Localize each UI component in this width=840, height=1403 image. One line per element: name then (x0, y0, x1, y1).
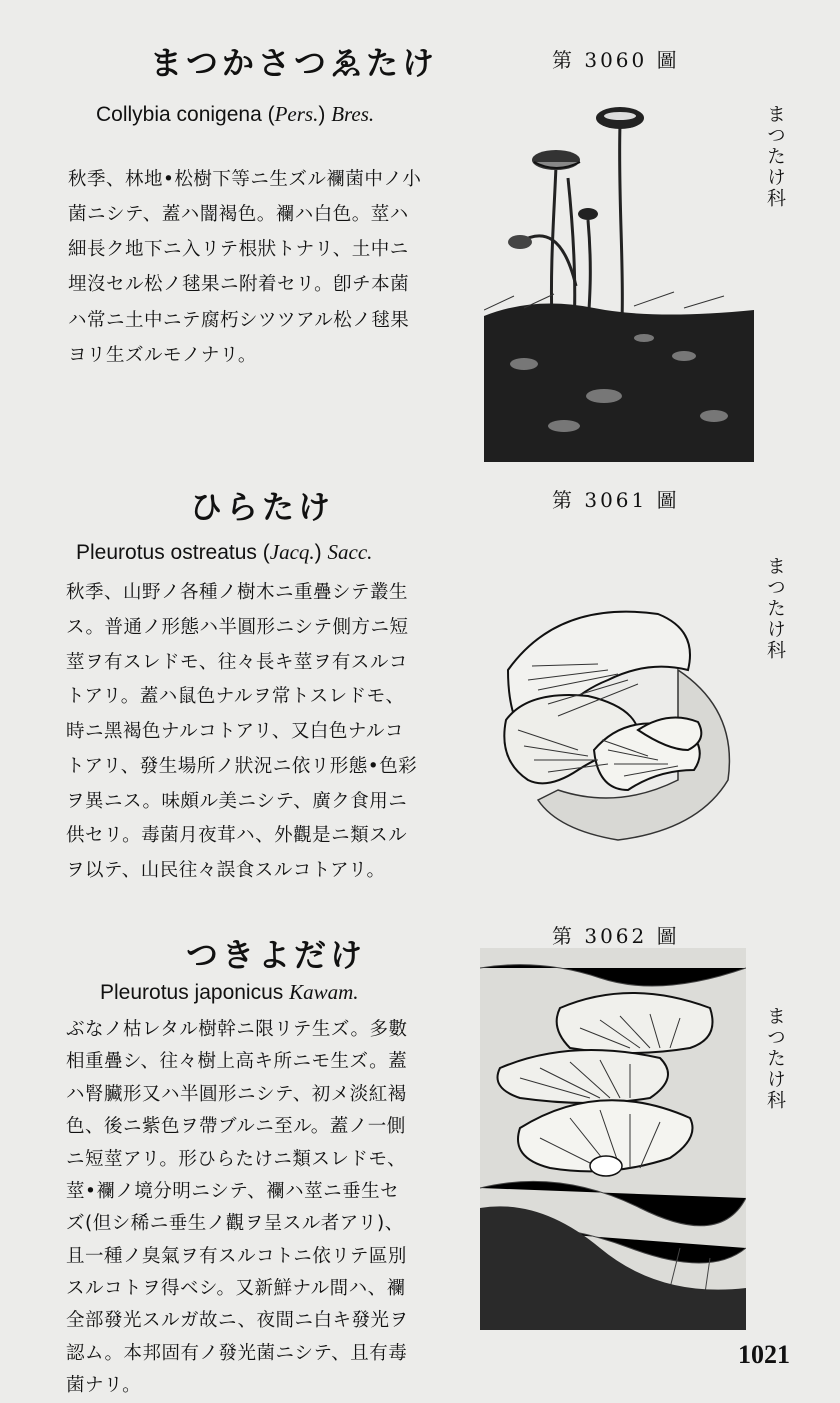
author: Kawam. (289, 980, 359, 1004)
mushroom-illustration-pleurotus-ostreatus (498, 600, 748, 850)
scientific-name: Pleurotus ostreatus (Jacq.) Sacc. (76, 540, 373, 564)
mushroom-illustration-collybia (484, 96, 754, 462)
figure-number: 第 3060 圖 (552, 48, 680, 72)
entry-title: つきよだけ (186, 936, 367, 974)
scientific-name: Collybia conigena (Pers.) Bres. (96, 102, 375, 126)
entry-description: 秋季、山野ノ各種ノ樹木ニ重疊シテ叢生 ス。普通ノ形態ハ半圓形ニシテ側方ニ短 莖ヲ有スレドモ、往々長キ莖ヲ有スルコ トアリ。蓋ハ鼠色ナルヲ常トスレドモ、 時ニ黑褐色ナルコトアリ、又白色ナルコ トアリ、發生場所ノ狀況ニ依リ形態•色彩 ヲ異ニス。味頗ル美ニシテ、廣ク食用ニ 供セリ。毒菌月夜茸ハ、外觀是ニ類スル ヲ以テ、山民往々誤食スルコトアリ。 (66, 582, 418, 882)
author: Bres. (331, 102, 375, 126)
entry-title: ひらたけ (190, 488, 335, 526)
author-parenthetical: Jacq. (269, 540, 315, 564)
figure-number: 第 3061 圖 (552, 488, 680, 512)
genus-species: Pleurotus japonicus (100, 981, 284, 1004)
family-label: まつたけ科 (764, 556, 786, 661)
figure-number: 第 3062 圖 (552, 924, 680, 948)
page-number: 1021 (738, 1340, 790, 1369)
family-label: まつたけ科 (764, 104, 786, 209)
scientific-name (100, 980, 359, 1005)
family-label: まつたけ科 (764, 1006, 786, 1111)
author: Sacc. (327, 540, 373, 564)
mushroom-illustration-pleurotus-japonicus (480, 948, 746, 1330)
entry-description: 秋季、林地•松樹下等ニ生ズル襴菌中ノ小 菌ニシテ、蓋ハ闇褐色。襴ハ白色。莖ハ 細長ク地下ニ入リテ根狀トナリ、土中ニ 埋沒セル松ノ毬果ニ附着セリ。卽チ本菌 ハ常ニ土中ニテ腐朽シツツアル松ノ毬果 ヨリ生ズルモノナリ。 (68, 169, 422, 366)
author-parenthetical: Pers. (274, 102, 319, 126)
genus-species: Collybia conigena (96, 103, 262, 126)
entry-title: まつかさつゑたけ (150, 44, 439, 82)
genus-species: Pleurotus ostreatus (76, 541, 257, 564)
entry-description: ぶなノ枯レタル樹幹ニ限リテ生ズ。多數 相重疊シ、往々樹上高キ所ニモ生ズ。蓋 ハ腎臟形又ハ半圓形ニシテ、初メ淡紅褐 色、後ニ紫色ヲ帶ブルニ至ル。蓋ノ一側 ニ短莖アリ。形ひらたけニ類スレドモ、 莖•襴ノ境分明ニシテ、襴ハ莖ニ垂生セ ズ(但シ稀ニ垂生ノ觀ヲ呈スル者アリ)、 且一種ノ臭氣ヲ有スルコトニ依リテ區別 スルコトヲ得ベシ。又新鮮ナル間ハ、襴 全部發光スルガ故ニ、夜間ニ白キ發光ヲ 認ム。本邦固有ノ發光菌ニシテ、且有毒 菌ナリ。 (66, 1019, 409, 1397)
